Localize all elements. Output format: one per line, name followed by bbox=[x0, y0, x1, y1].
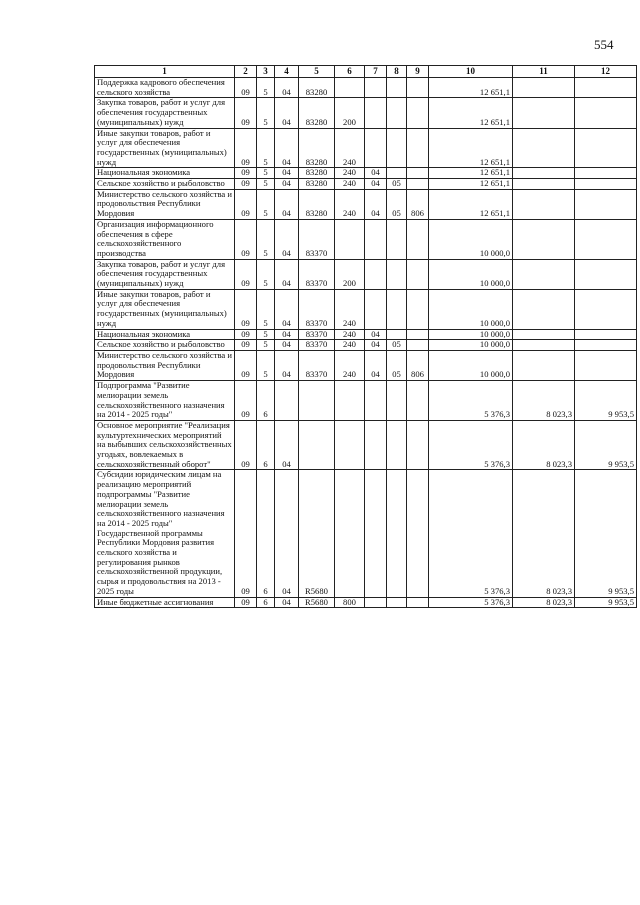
amount-col11 bbox=[513, 340, 575, 351]
code-ministry bbox=[407, 329, 429, 340]
code-section bbox=[365, 381, 387, 421]
table-row bbox=[95, 98, 637, 128]
amount-col10: 10 000,0 bbox=[429, 340, 513, 351]
code-chapter: 09 bbox=[235, 78, 257, 98]
code-ministry bbox=[407, 219, 429, 259]
code-subprogram: 04 bbox=[275, 189, 299, 219]
code-program: 5 bbox=[257, 168, 275, 179]
code-target: 83280 bbox=[299, 78, 335, 98]
amount-col10: 10 000,0 bbox=[429, 289, 513, 329]
code-subsection bbox=[387, 420, 407, 470]
column-header: 7 bbox=[365, 66, 387, 78]
code-ministry bbox=[407, 179, 429, 190]
code-ministry bbox=[407, 128, 429, 168]
column-header: 6 bbox=[335, 66, 365, 78]
code-target: 83370 bbox=[299, 350, 335, 380]
amount-col12 bbox=[575, 128, 637, 168]
code-ministry bbox=[407, 420, 429, 470]
code-subprogram: 04 bbox=[275, 340, 299, 351]
code-ministry bbox=[407, 340, 429, 351]
code-ministry: 806 bbox=[407, 350, 429, 380]
code-section: 04 bbox=[365, 179, 387, 190]
code-target: 83280 bbox=[299, 189, 335, 219]
amount-col11 bbox=[513, 350, 575, 380]
column-header: 2 bbox=[235, 66, 257, 78]
code-section: 04 bbox=[365, 168, 387, 179]
code-subsection bbox=[387, 98, 407, 128]
amount-col11 bbox=[513, 179, 575, 190]
code-chapter: 09 bbox=[235, 179, 257, 190]
row-name: Национальная экономика bbox=[95, 329, 235, 340]
code-expense-type: 240 bbox=[335, 168, 365, 179]
code-expense-type: 240 bbox=[335, 350, 365, 380]
table-row bbox=[95, 259, 637, 289]
page-number: 554 bbox=[594, 37, 614, 52]
code-target: 83280 bbox=[299, 98, 335, 128]
amount-col12 bbox=[575, 219, 637, 259]
amount-col12 bbox=[575, 98, 637, 128]
code-target: R5680 bbox=[299, 597, 335, 608]
code-chapter: 09 bbox=[235, 168, 257, 179]
code-target: R5680 bbox=[299, 470, 335, 597]
code-subprogram: 04 bbox=[275, 597, 299, 608]
row-name: Закупка товаров, работ и услуг для обеспечения государственных (муниципальных) нужд bbox=[95, 98, 235, 128]
code-chapter: 09 bbox=[235, 329, 257, 340]
amount-col11 bbox=[513, 78, 575, 98]
table-row bbox=[95, 168, 637, 179]
amount-col10: 10 000,0 bbox=[429, 259, 513, 289]
code-target bbox=[299, 420, 335, 470]
code-target: 83370 bbox=[299, 340, 335, 351]
code-chapter: 09 bbox=[235, 98, 257, 128]
amount-col11: 8 023,3 bbox=[513, 597, 575, 608]
code-program: 6 bbox=[257, 420, 275, 470]
code-target: 83280 bbox=[299, 179, 335, 190]
code-target: 83370 bbox=[299, 259, 335, 289]
code-target bbox=[299, 381, 335, 421]
amount-col11 bbox=[513, 219, 575, 259]
row-name: Министерство сельского хозяйства и продовольствия Республики Мордовия bbox=[95, 350, 235, 380]
code-section bbox=[365, 420, 387, 470]
code-chapter: 09 bbox=[235, 350, 257, 380]
amount-col12 bbox=[575, 350, 637, 380]
code-section bbox=[365, 98, 387, 128]
amount-col11 bbox=[513, 289, 575, 329]
table-row bbox=[95, 350, 637, 380]
amount-col10: 12 651,1 bbox=[429, 168, 513, 179]
amount-col10: 12 651,1 bbox=[429, 189, 513, 219]
code-subsection: 05 bbox=[387, 350, 407, 380]
code-program: 6 bbox=[257, 470, 275, 597]
row-name: Иные бюджетные ассигнования bbox=[95, 597, 235, 608]
row-name: Сельское хозяйство и рыболовство bbox=[95, 340, 235, 351]
code-target: 83280 bbox=[299, 168, 335, 179]
code-subsection bbox=[387, 168, 407, 179]
table-row bbox=[95, 179, 637, 190]
code-program: 5 bbox=[257, 259, 275, 289]
table-row bbox=[95, 128, 637, 168]
code-section bbox=[365, 219, 387, 259]
code-subprogram: 04 bbox=[275, 289, 299, 329]
amount-col12: 9 953,5 bbox=[575, 470, 637, 597]
code-subsection bbox=[387, 381, 407, 421]
amount-col10: 12 651,1 bbox=[429, 98, 513, 128]
code-subsection bbox=[387, 78, 407, 98]
code-expense-type: 240 bbox=[335, 289, 365, 329]
amount-col10: 10 000,0 bbox=[429, 329, 513, 340]
code-subsection bbox=[387, 597, 407, 608]
code-expense-type: 240 bbox=[335, 179, 365, 190]
code-subprogram: 04 bbox=[275, 179, 299, 190]
table-row bbox=[95, 420, 637, 470]
code-chapter: 09 bbox=[235, 189, 257, 219]
code-chapter: 09 bbox=[235, 340, 257, 351]
code-program: 6 bbox=[257, 381, 275, 421]
code-ministry bbox=[407, 470, 429, 597]
row-name: Иные закупки товаров, работ и услуг для обеспечения государственных (муниципальных) нужд bbox=[95, 128, 235, 168]
code-program: 5 bbox=[257, 350, 275, 380]
code-subprogram: 04 bbox=[275, 98, 299, 128]
code-subprogram: 04 bbox=[275, 168, 299, 179]
code-ministry bbox=[407, 597, 429, 608]
code-chapter: 09 bbox=[235, 259, 257, 289]
code-subsection: 05 bbox=[387, 189, 407, 219]
column-header: 12 bbox=[575, 66, 637, 78]
code-section bbox=[365, 597, 387, 608]
amount-col12 bbox=[575, 259, 637, 289]
amount-col10: 12 651,1 bbox=[429, 179, 513, 190]
code-program: 5 bbox=[257, 329, 275, 340]
code-target: 83370 bbox=[299, 219, 335, 259]
code-expense-type bbox=[335, 420, 365, 470]
amount-col10: 12 651,1 bbox=[429, 128, 513, 168]
amount-col12 bbox=[575, 78, 637, 98]
table-row bbox=[95, 189, 637, 219]
code-chapter: 09 bbox=[235, 289, 257, 329]
code-ministry: 806 bbox=[407, 189, 429, 219]
code-program: 5 bbox=[257, 78, 275, 98]
row-name: Закупка товаров, работ и услуг для обеспечения государственных (муниципальных) нужд bbox=[95, 259, 235, 289]
code-ministry bbox=[407, 98, 429, 128]
code-section bbox=[365, 78, 387, 98]
code-program: 5 bbox=[257, 289, 275, 329]
table-row bbox=[95, 329, 637, 340]
amount-col12: 9 953,5 bbox=[575, 597, 637, 608]
code-chapter: 09 bbox=[235, 219, 257, 259]
code-expense-type: 240 bbox=[335, 128, 365, 168]
amount-col12 bbox=[575, 168, 637, 179]
amount-col10: 5 376,3 bbox=[429, 420, 513, 470]
amount-col10: 5 376,3 bbox=[429, 381, 513, 421]
column-header: 1 bbox=[95, 66, 235, 78]
amount-col11 bbox=[513, 168, 575, 179]
row-name: Организация информационного обеспечения в сфере сельскохозяйственного производства bbox=[95, 219, 235, 259]
row-name: Поддержка кадрового обеспечения сельского хозяйства bbox=[95, 78, 235, 98]
code-section: 04 bbox=[365, 329, 387, 340]
code-chapter: 09 bbox=[235, 128, 257, 168]
table-row bbox=[95, 289, 637, 329]
code-target: 83280 bbox=[299, 128, 335, 168]
code-program: 5 bbox=[257, 128, 275, 168]
row-name: Иные закупки товаров, работ и услуг для обеспечения государственных (муниципальных) нужд bbox=[95, 289, 235, 329]
code-program: 5 bbox=[257, 98, 275, 128]
code-subprogram: 04 bbox=[275, 259, 299, 289]
code-subsection: 05 bbox=[387, 340, 407, 351]
column-header: 3 bbox=[257, 66, 275, 78]
amount-col11: 8 023,3 bbox=[513, 381, 575, 421]
amount-col10: 12 651,1 bbox=[429, 78, 513, 98]
code-chapter: 09 bbox=[235, 470, 257, 597]
code-subsection: 05 bbox=[387, 179, 407, 190]
code-subsection bbox=[387, 259, 407, 289]
code-expense-type bbox=[335, 219, 365, 259]
amount-col11 bbox=[513, 98, 575, 128]
code-subsection bbox=[387, 329, 407, 340]
code-expense-type: 240 bbox=[335, 189, 365, 219]
code-expense-type: 200 bbox=[335, 98, 365, 128]
code-subsection bbox=[387, 289, 407, 329]
code-ministry bbox=[407, 289, 429, 329]
table-row bbox=[95, 470, 637, 597]
amount-col12: 9 953,5 bbox=[575, 420, 637, 470]
code-target: 83370 bbox=[299, 289, 335, 329]
code-ministry bbox=[407, 381, 429, 421]
amount-col12: 9 953,5 bbox=[575, 381, 637, 421]
code-subprogram: 04 bbox=[275, 128, 299, 168]
code-section bbox=[365, 470, 387, 597]
code-ministry bbox=[407, 78, 429, 98]
code-section: 04 bbox=[365, 189, 387, 219]
code-subprogram: 04 bbox=[275, 78, 299, 98]
table-header-row bbox=[95, 66, 637, 78]
code-program: 5 bbox=[257, 219, 275, 259]
amount-col11 bbox=[513, 259, 575, 289]
table-row bbox=[95, 597, 637, 608]
table-row bbox=[95, 381, 637, 421]
code-chapter: 09 bbox=[235, 420, 257, 470]
code-section: 04 bbox=[365, 350, 387, 380]
column-header: 5 bbox=[299, 66, 335, 78]
code-subprogram bbox=[275, 381, 299, 421]
budget-table bbox=[94, 65, 637, 608]
code-program: 6 bbox=[257, 597, 275, 608]
amount-col12 bbox=[575, 189, 637, 219]
code-subsection bbox=[387, 219, 407, 259]
row-name: Подпрограмма "Развитие мелиорации земель сельскохозяйственного назначения на 2014 - 2025 годы" bbox=[95, 381, 235, 421]
column-header: 10 bbox=[429, 66, 513, 78]
code-chapter: 09 bbox=[235, 381, 257, 421]
column-header: 8 bbox=[387, 66, 407, 78]
code-section bbox=[365, 289, 387, 329]
code-ministry bbox=[407, 259, 429, 289]
table-row bbox=[95, 219, 637, 259]
code-section bbox=[365, 259, 387, 289]
code-subprogram: 04 bbox=[275, 470, 299, 597]
code-expense-type bbox=[335, 470, 365, 597]
code-expense-type bbox=[335, 381, 365, 421]
row-name: Субсидии юридическим лицам на реализацию мероприятий подпрограммы "Развитие мелиорации земель сельскохозяйственного назначения на 2014 - 2025 годы" Государственной программы Республики Мордовия развития сельского хозяйства и регулирования рынков сельскохозяйственной продукции, сырья и продовольствия на 2013 - 2025 годы bbox=[95, 470, 235, 597]
code-subsection bbox=[387, 470, 407, 597]
code-section bbox=[365, 128, 387, 168]
code-program: 5 bbox=[257, 340, 275, 351]
code-subsection bbox=[387, 128, 407, 168]
code-expense-type: 240 bbox=[335, 340, 365, 351]
code-subprogram: 04 bbox=[275, 329, 299, 340]
amount-col12 bbox=[575, 329, 637, 340]
amount-col10: 5 376,3 bbox=[429, 470, 513, 597]
amount-col11 bbox=[513, 189, 575, 219]
code-target: 83370 bbox=[299, 329, 335, 340]
code-expense-type bbox=[335, 78, 365, 98]
code-expense-type: 200 bbox=[335, 259, 365, 289]
code-program: 5 bbox=[257, 179, 275, 190]
column-header: 4 bbox=[275, 66, 299, 78]
amount-col10: 5 376,3 bbox=[429, 597, 513, 608]
code-expense-type: 240 bbox=[335, 329, 365, 340]
row-name: Министерство сельского хозяйства и продовольствия Республики Мордовия bbox=[95, 189, 235, 219]
code-ministry bbox=[407, 168, 429, 179]
row-name: Основное мероприятие "Реализация культуртехнических мероприятий на выбывших сельскохозяйственных угодьях, вовлекаемых в сельскохозяйственный оборот" bbox=[95, 420, 235, 470]
row-name: Сельское хозяйство и рыболовство bbox=[95, 179, 235, 190]
row-name: Национальная экономика bbox=[95, 168, 235, 179]
amount-col10: 10 000,0 bbox=[429, 219, 513, 259]
code-chapter: 09 bbox=[235, 597, 257, 608]
amount-col12 bbox=[575, 289, 637, 329]
column-header: 11 bbox=[513, 66, 575, 78]
column-header: 9 bbox=[407, 66, 429, 78]
code-subprogram: 04 bbox=[275, 420, 299, 470]
amount-col11: 8 023,3 bbox=[513, 420, 575, 470]
code-program: 5 bbox=[257, 189, 275, 219]
amount-col11 bbox=[513, 329, 575, 340]
code-expense-type: 800 bbox=[335, 597, 365, 608]
table-row bbox=[95, 78, 637, 98]
code-subprogram: 04 bbox=[275, 219, 299, 259]
table-row bbox=[95, 340, 637, 351]
amount-col11 bbox=[513, 128, 575, 168]
amount-col11: 8 023,3 bbox=[513, 470, 575, 597]
code-section: 04 bbox=[365, 340, 387, 351]
code-subprogram: 04 bbox=[275, 350, 299, 380]
amount-col10: 10 000,0 bbox=[429, 350, 513, 380]
amount-col12 bbox=[575, 179, 637, 190]
amount-col12 bbox=[575, 340, 637, 351]
